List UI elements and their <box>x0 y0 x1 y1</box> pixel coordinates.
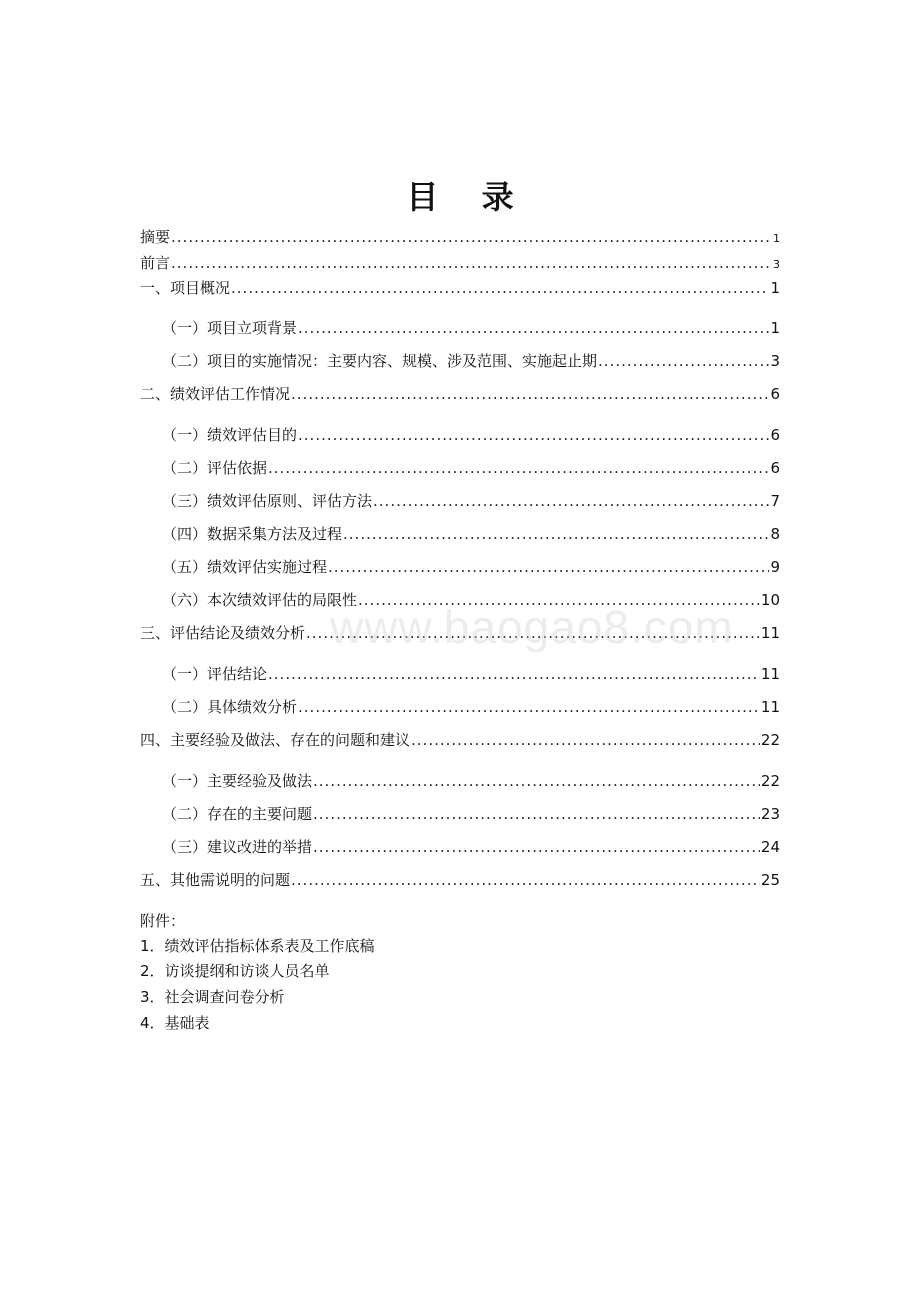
toc-page-number: 6 <box>770 459 780 477</box>
toc-entry-section-2-4[interactable] <box>162 523 780 544</box>
toc-entry-section-2-3[interactable] <box>162 490 780 511</box>
toc-leader-dots <box>343 525 769 543</box>
toc-entry-section-4[interactable] <box>140 729 780 750</box>
toc-entry-label: （二）具体绩效分析 <box>162 698 298 716</box>
toc-entry-section-2[interactable] <box>140 383 780 404</box>
toc-page-number: 1 <box>770 319 780 337</box>
appendix-item: 4．基础表 <box>140 1014 210 1032</box>
toc-entry-section-1[interactable] <box>140 277 780 298</box>
toc-entry-label: （一）评估结论 <box>162 665 268 683</box>
toc-page-number: 22 <box>760 731 780 749</box>
toc-leader-dots <box>306 624 760 642</box>
toc-entry-section-1-2[interactable] <box>162 350 780 371</box>
watermark: www.baogao8.com <box>330 601 734 653</box>
toc-page-number: 1 <box>770 279 780 297</box>
toc-page-number: 24 <box>760 838 780 856</box>
toc-entry-label: 一、项目概况 <box>140 279 231 297</box>
toc-entry-label: （三）建议改进的举措 <box>162 838 313 856</box>
toc-leader-dots <box>231 279 769 297</box>
toc-leader-dots <box>298 319 769 337</box>
toc-entry-label: 前言 <box>140 254 171 272</box>
toc-entry-label: （二）存在的主要问题 <box>162 805 313 823</box>
toc-page-number: 11 <box>760 665 780 683</box>
toc-leader-dots <box>268 665 760 683</box>
toc-leader-dots <box>171 228 772 246</box>
toc-entry-label: 二、绩效评估工作情况 <box>140 385 291 403</box>
toc-leader-dots <box>313 772 760 790</box>
toc-leader-dots <box>358 591 760 609</box>
toc-entry-label: 四、主要经验及做法、存在的问题和建议 <box>140 731 411 749</box>
toc-leader-dots <box>291 871 760 889</box>
toc-entry-label: （一）绩效评估目的 <box>162 426 298 444</box>
appendix-item: 1．绩效评估指标体系表及工作底稿 <box>140 937 375 955</box>
toc-leader-dots <box>411 731 760 749</box>
toc-leader-dots <box>598 352 769 370</box>
toc-page-number: 10 <box>760 591 780 609</box>
toc-page-number: 11 <box>760 624 780 642</box>
toc-entry-label: （一）主要经验及做法 <box>162 772 313 790</box>
toc-leader-dots <box>298 698 760 716</box>
toc-page-number: 6 <box>770 385 780 403</box>
toc-page-number: 8 <box>770 525 780 543</box>
toc-leader-dots <box>313 805 760 823</box>
toc-entry-label: （四）数据采集方法及过程 <box>162 525 343 543</box>
toc-entry-preface[interactable] <box>140 252 780 273</box>
toc-entry-label: （五）绩效评估实施过程 <box>162 558 328 576</box>
toc-page-number: 1 <box>773 232 780 245</box>
toc-entry-label: （二）项目的实施情况：主要内容、规模、涉及范围、实施起止期 <box>162 352 598 370</box>
toc-entry-label: （六）本次绩效评估的局限性 <box>162 591 358 609</box>
toc-leader-dots <box>328 558 769 576</box>
toc-entry-section-4-1[interactable] <box>162 770 780 791</box>
toc-page-number: 22 <box>760 772 780 790</box>
toc-entry-section-4-2[interactable] <box>162 803 780 824</box>
toc-entry-section-4-3[interactable] <box>162 836 780 857</box>
toc-entry-label: （三）绩效评估原则、评估方法 <box>162 492 373 510</box>
toc-entry-section-1-1[interactable] <box>162 317 780 338</box>
page-title: 目 录 <box>406 178 530 216</box>
toc-page-number: 3 <box>773 258 780 271</box>
appendix-heading: 附件： <box>140 912 186 930</box>
toc-page-number: 6 <box>770 426 780 444</box>
toc-leader-dots <box>313 838 760 856</box>
toc-entry-section-3-1[interactable] <box>162 663 780 684</box>
toc-entry-label: （一）项目立项背景 <box>162 319 298 337</box>
toc-entry-label: 摘要 <box>140 228 171 246</box>
toc-page-number: 11 <box>760 698 780 716</box>
toc-entry-label: 三、评估结论及绩效分析 <box>140 624 306 642</box>
toc-entry-label: （二）评估依据 <box>162 459 268 477</box>
toc-entry-section-2-1[interactable] <box>162 424 780 445</box>
toc-page-number: 25 <box>760 871 780 889</box>
toc-leader-dots <box>268 459 769 477</box>
toc-entry-section-2-5[interactable] <box>162 556 780 577</box>
toc-entry-section-2-6[interactable] <box>162 589 780 610</box>
appendix-item: 2．访谈提纲和访谈人员名单 <box>140 962 330 980</box>
toc-entry-section-2-2[interactable] <box>162 457 780 478</box>
toc-leader-dots <box>373 492 769 510</box>
toc-page-number: 7 <box>770 492 780 510</box>
toc-page-number: 3 <box>770 352 780 370</box>
toc-leader-dots <box>291 385 769 403</box>
appendix-item: 3．社会调查问卷分析 <box>140 988 285 1006</box>
toc-page-number: 23 <box>760 805 780 823</box>
toc-entry-abstract[interactable] <box>140 226 780 247</box>
toc-entry-section-5[interactable] <box>140 869 780 890</box>
toc-entry-section-3[interactable] <box>140 622 780 643</box>
toc-leader-dots <box>171 254 772 272</box>
toc-entry-section-3-2[interactable] <box>162 696 780 717</box>
toc-entry-label: 五、其他需说明的问题 <box>140 871 291 889</box>
toc-leader-dots <box>298 426 769 444</box>
toc-page-number: 9 <box>770 558 780 576</box>
